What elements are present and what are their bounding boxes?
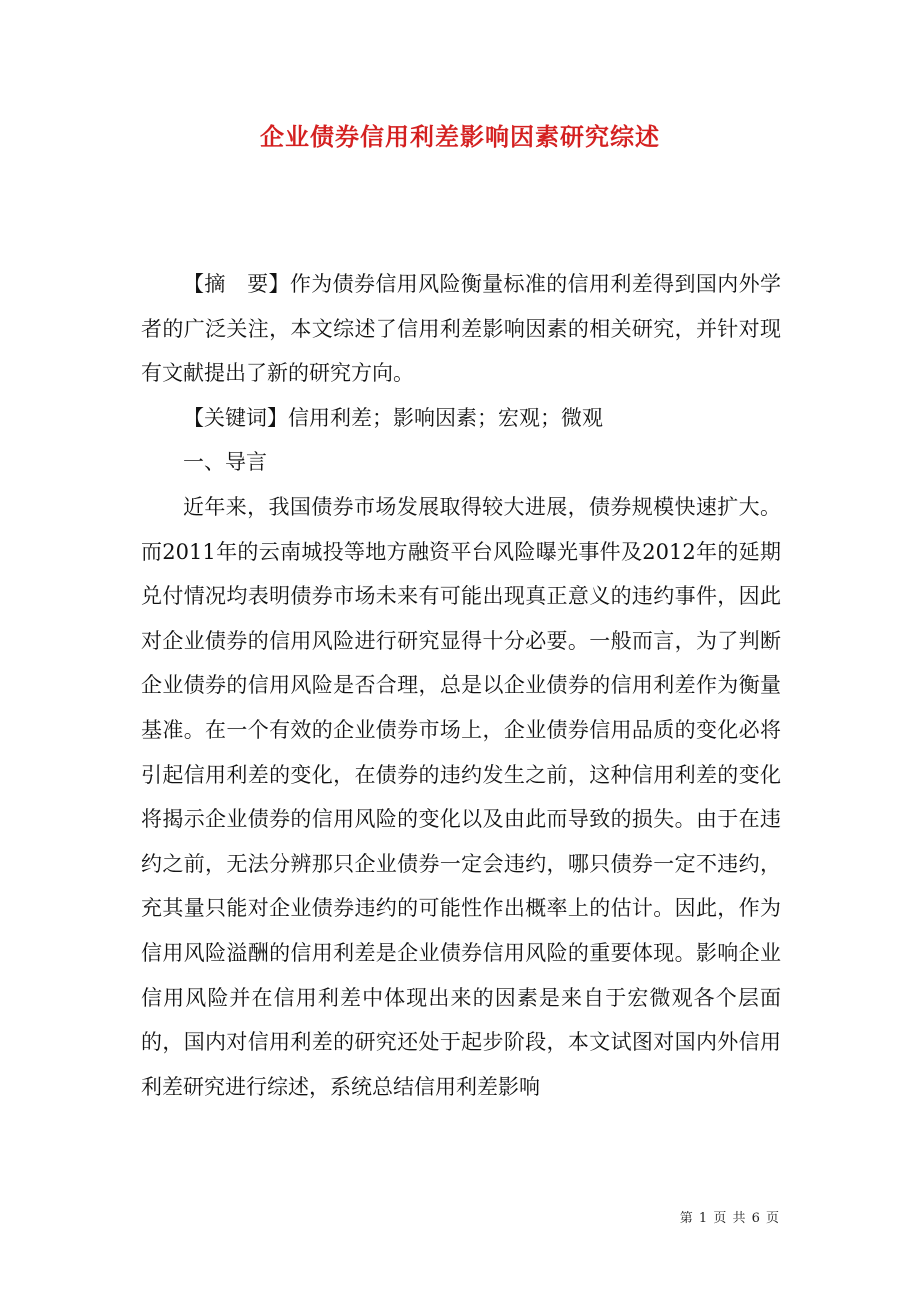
abstract-paragraph: 【摘 要】作为债券信用风险衡量标准的信用利差得到国内外学者的广泛关注，本文综述了信用利差影响因素的相关研究，并针对现有文献提出了新的研究方向。 bbox=[141, 272, 781, 386]
page-number: 第 1 页 共 6 页 bbox=[679, 1211, 780, 1226]
section-heading: 一、导言 bbox=[183, 450, 267, 475]
intro-paragraph: 近年来，我国债券市场发展取得较大进展，债券规模快速扩大。而2011年的云南城投等地方融资平台风险曝光事件及2012年的延期兑付情况均表明债券市场未来有可能出现真正意义的违约事件，因此对企业债券的信用风险进行研究显得十分必要。一般而言，为了判断企业债券的信用风险是否合理，总是以企业债券的信用利差作为衡量基准。在一个有效的企业债券市场上，企业债券信用品质的变化必将引起信用利差的变化，在债券的违约发生之前，这种信用利差的变化将揭示企业债券的信用风险的变化以及由此而导致的损失。由于在违约之前，无法分辨那只企业债券一定会违约，哪只债券一定不违约，充其量只能对企业债券违约的可能性作出概率上的估计。因此，作为信用风险溢酬的信用利差是企业债券信用风险的重要体现。影响企业信用风险并在信用利差中体现出来的因素是来自于宏微观各个层面的，国内对信用利差的研究还处于起步阶段，本文试图对国内外信用利差研究进行综述，系统总结信用利差影响 bbox=[141, 494, 781, 1099]
document-body bbox=[141, 262, 781, 1109]
keywords-paragraph: 【关键词】信用利差；影响因素；宏观；微观 bbox=[183, 405, 603, 430]
document-title: 企业债券信用利差影响因素研究综述 bbox=[260, 122, 660, 151]
